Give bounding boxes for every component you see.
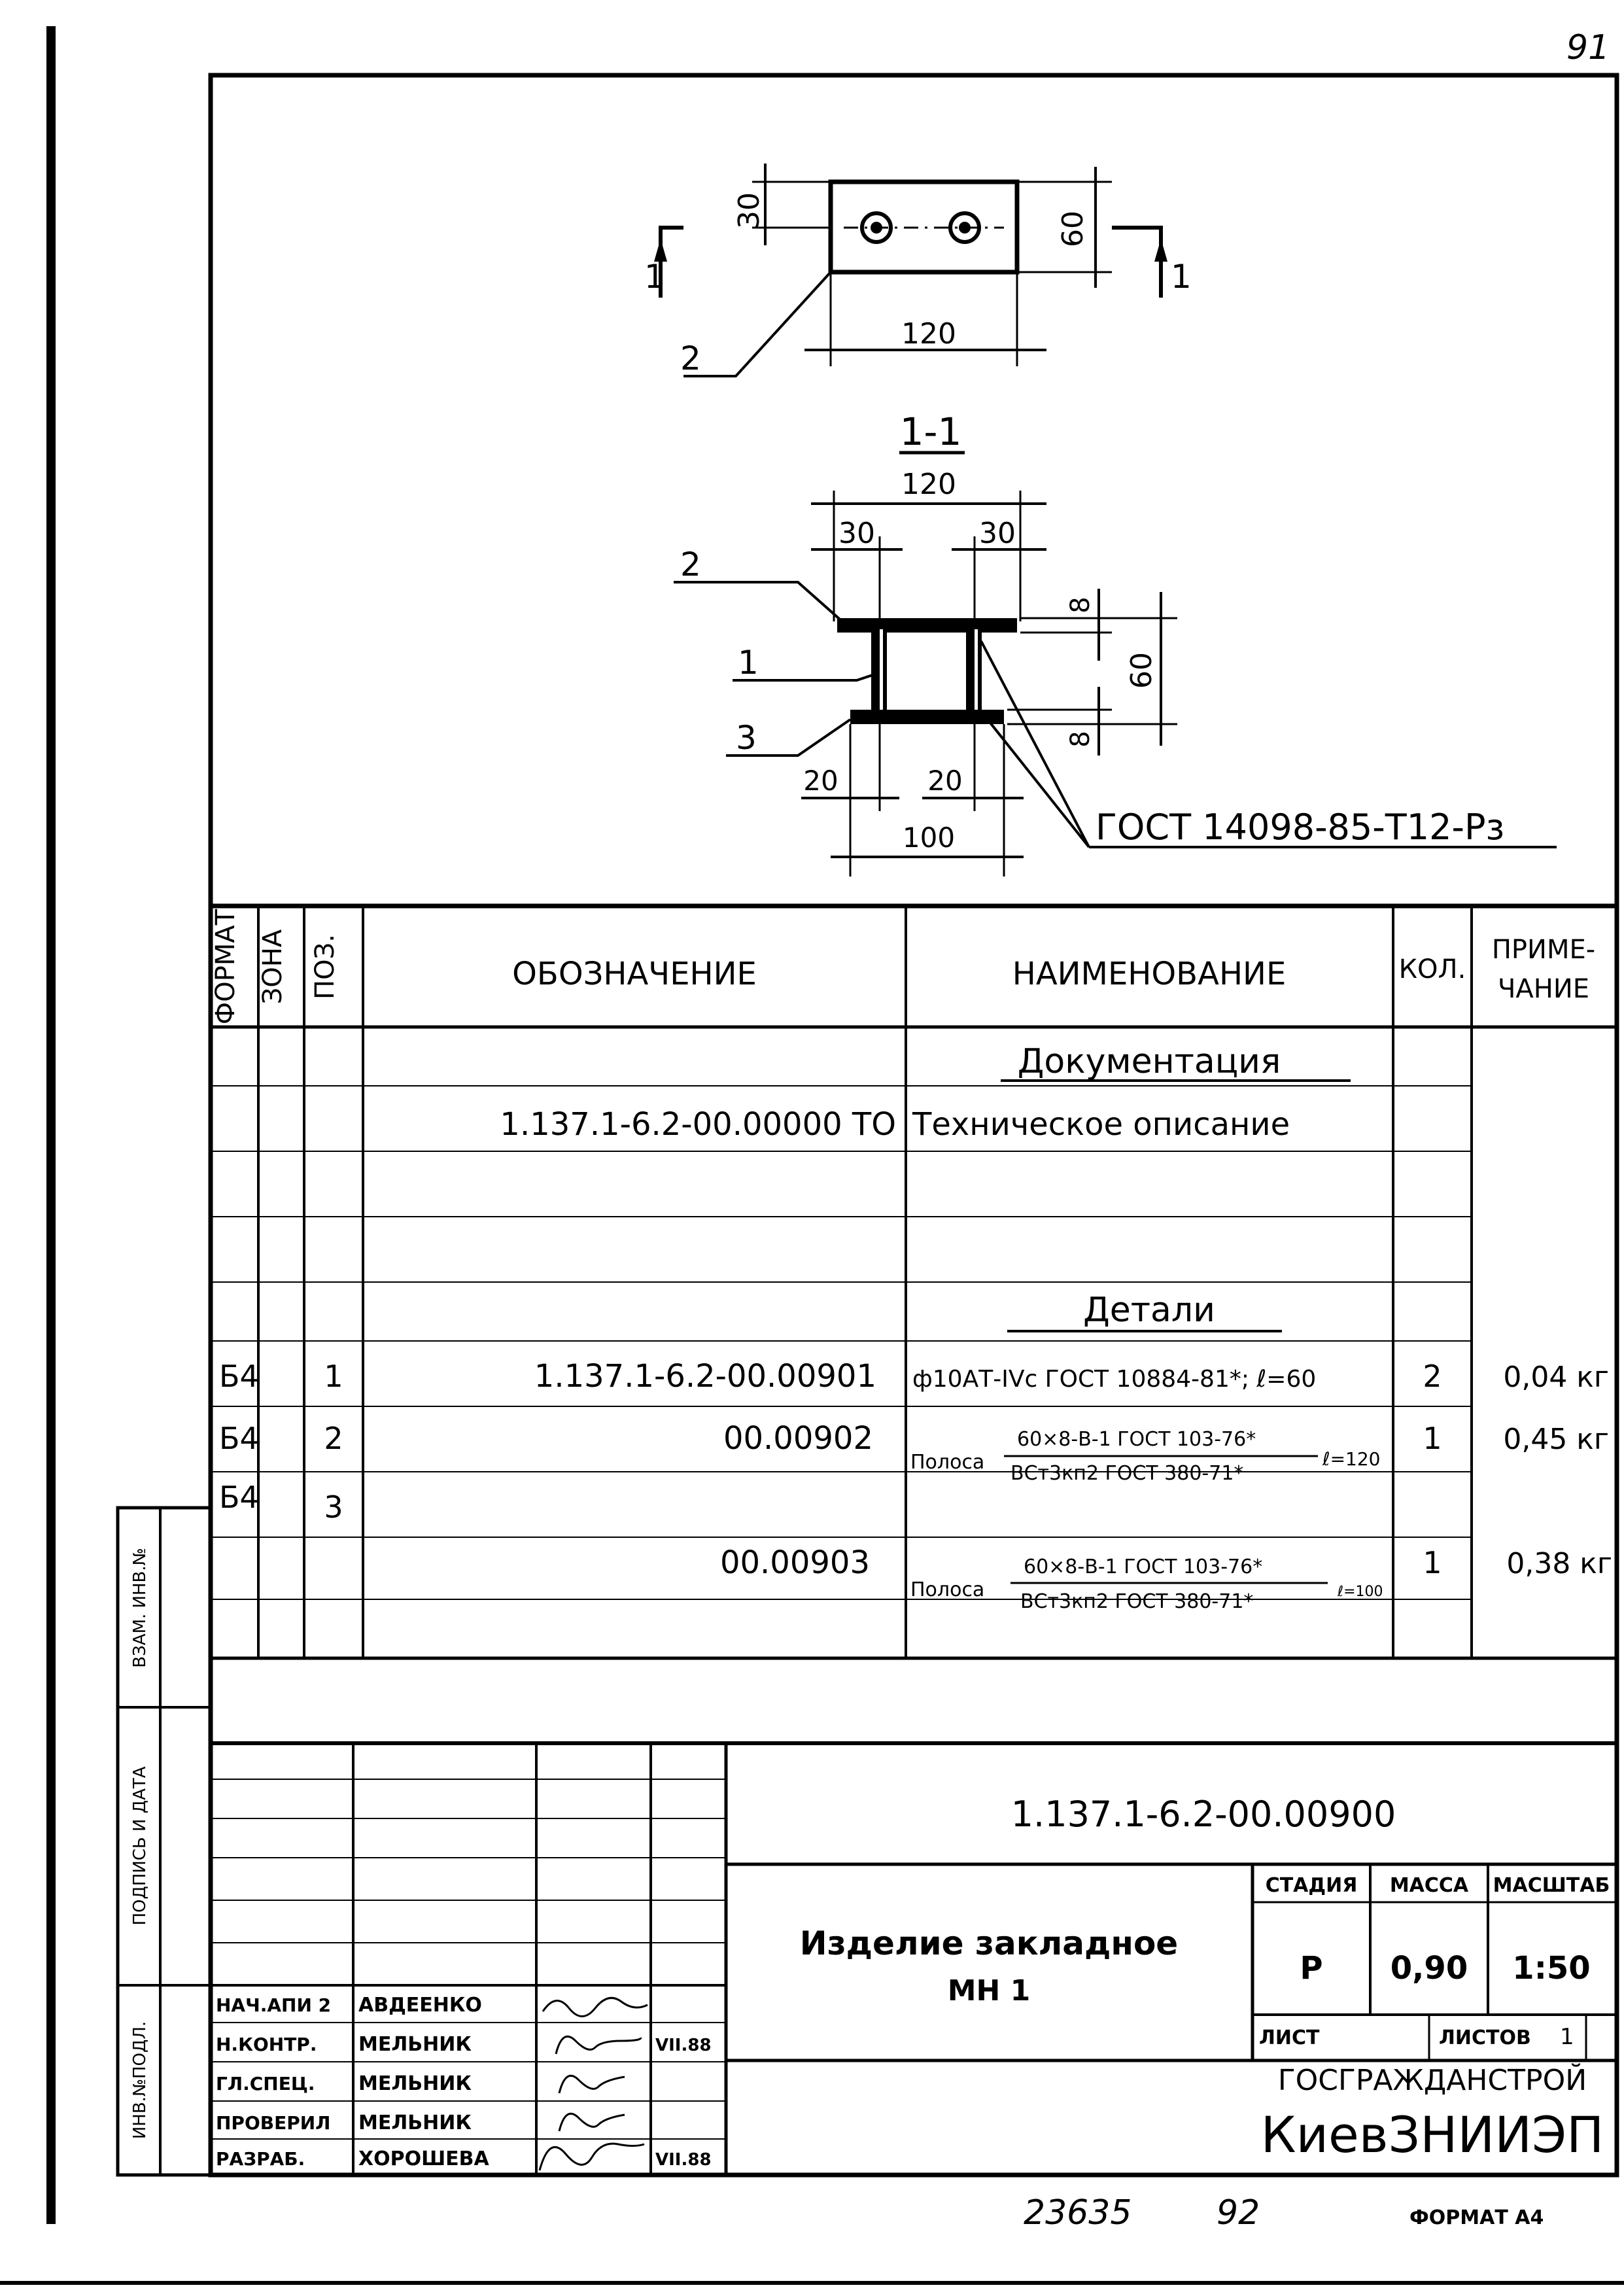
plan-view [644, 164, 1192, 377]
row3-pos: 3 [324, 1489, 343, 1525]
sig-role-1: НАЧ.АПИ 2 [216, 1994, 332, 2016]
section-dim-30-left: 30 [838, 517, 875, 550]
footer-number-2: 92 [1217, 2193, 1260, 2233]
section-arrow-right [1154, 239, 1167, 262]
sig-name-1: АВДЕЕНКО [358, 1994, 482, 2017]
row3-format: Б4 [219, 1480, 259, 1515]
section-dim-100: 100 [902, 822, 956, 854]
stage-value: Р [1300, 1950, 1323, 1987]
org-line1: ГОСГРАЖДАНСТРОЙ [1277, 2064, 1587, 2097]
sig-role-2: Н.КОНТР. [216, 2034, 317, 2055]
sig-name-5: ХОРОШЕВА [358, 2147, 489, 2170]
section-dim-20-left: 20 [803, 765, 838, 797]
header-pos: ПОЗ. [310, 934, 340, 999]
callout-1: 1 [738, 644, 759, 682]
section-title: 1-1 [899, 409, 962, 454]
anchor-rod-left [871, 628, 887, 718]
anchor-hole-right-center [959, 222, 971, 234]
plan-callout-2: 2 [680, 339, 701, 377]
sheet-label: ЛИСТ [1259, 2026, 1320, 2049]
section-dim-8-bottom: 8 [1065, 731, 1096, 748]
specification-table [211, 906, 1617, 1658]
row4-name-bottom: ВСт3кп2 ГОСТ 380-71* [1020, 1590, 1254, 1613]
mass-label: МАССА [1389, 1874, 1469, 1897]
row2-designation: 00.00902 [723, 1420, 873, 1457]
section-dim-30-right: 30 [979, 517, 1016, 550]
signature-4 [559, 2113, 625, 2131]
header-note-line1: ПРИМЕ- [1491, 935, 1596, 965]
callout-2: 2 [680, 546, 701, 583]
sig-name-4: МЕЛЬНИК [358, 2112, 472, 2134]
sig-name-3: МЕЛЬНИК [358, 2072, 472, 2095]
plan-dim-30: 30 [733, 192, 766, 229]
doc-name: Техническое описание [912, 1106, 1290, 1143]
section-dim-120: 120 [901, 468, 956, 501]
stage-label: СТАДИЯ [1265, 1874, 1358, 1897]
section-dim-20-right: 20 [927, 765, 963, 797]
leader-pos-2 [674, 582, 844, 623]
footer-number-1: 23635 [1024, 2193, 1132, 2233]
row2-qty: 1 [1423, 1421, 1442, 1456]
page-number: 91 [1566, 28, 1610, 67]
side-stamp [118, 1508, 211, 2175]
row1-pos: 1 [324, 1359, 343, 1394]
header-qty: КОЛ. [1398, 954, 1466, 984]
section-mark-right-label: 1 [1171, 258, 1192, 296]
weld-note: ГОСТ 14098-85-Т12-Рз [1096, 807, 1505, 848]
row2-name-top: 60×8-В-1 ГОСТ 103-76* [1017, 1428, 1256, 1451]
signature-3 [559, 2076, 625, 2093]
plate-outline [831, 182, 1017, 272]
header-note-line2: ЧАНИЕ [1497, 974, 1590, 1004]
row1-qty: 2 [1423, 1359, 1442, 1394]
section-view [674, 409, 1557, 877]
row2-pos: 2 [324, 1421, 343, 1456]
product-title: Изделие закладное [799, 1924, 1179, 1962]
sig-role-4: ПРОВЕРИЛ [216, 2112, 331, 2134]
callout-3: 3 [736, 719, 757, 757]
signature-5 [540, 2144, 644, 2170]
row1-name: ф10АТ-IVс ГОСТ 10884-81*; ℓ=60 [912, 1366, 1317, 1393]
sig-role-5: РАЗРАБ. [216, 2148, 305, 2170]
org-line2: КиевЗНИИЭП [1260, 2106, 1604, 2164]
anchor-rod-right [966, 628, 982, 718]
header-zone: ЗОНА [258, 929, 288, 1005]
title-block [211, 1743, 1617, 2175]
sig-role-3: ГЛ.СПЕЦ. [216, 2073, 315, 2094]
row4-designation: 00.00903 [719, 1544, 870, 1581]
scale-label: МАСШТАБ [1493, 1874, 1610, 1897]
section-documentation: Документация [1017, 1042, 1281, 1081]
side-stamp-inv: ИНВ.№ПОДЛ. [130, 2021, 150, 2140]
anchor-rod-left-edge [880, 629, 883, 717]
section-mark-left-label: 1 [644, 258, 665, 296]
row1-designation: 1.137.1-6.2-00.00901 [534, 1358, 876, 1395]
anchor-rod-right-edge [975, 629, 978, 717]
row4-qty: 1 [1423, 1545, 1442, 1580]
sig-name-2: МЕЛЬНИК [358, 2033, 472, 2056]
header-format: ФОРМАТ [211, 909, 241, 1025]
mass-value: 0,90 [1390, 1950, 1468, 1987]
doc-designation: 1.137.1-6.2-00.00000 ТО [500, 1106, 896, 1143]
row1-note: 0,04 кг [1503, 1361, 1609, 1394]
row4-note: 0,38 кг [1506, 1547, 1612, 1580]
scale-value: 1:50 [1512, 1950, 1591, 1987]
row2-name-bottom: ВСт3кп2 ГОСТ 380-71* [1011, 1462, 1244, 1485]
header-designation: ОБОЗНАЧЕНИЕ [512, 956, 757, 992]
row4-name-suffix: ℓ=100 [1338, 1584, 1383, 1600]
sig-date-5: VII.88 [655, 2150, 712, 2170]
sig-date-2: VII.88 [655, 2036, 712, 2055]
top-plate [837, 618, 1017, 633]
section-dim-8-top: 8 [1065, 597, 1096, 614]
side-stamp-vzam: ВЗАМ. ИНВ.№ [130, 1548, 150, 1668]
row1-format: Б4 [219, 1359, 259, 1394]
bottom-plate [850, 710, 1004, 724]
section-details: Детали [1083, 1291, 1215, 1330]
row2-note: 0,45 кг [1503, 1423, 1609, 1456]
product-mark: МН 1 [947, 1974, 1031, 2007]
sheets-label: ЛИСТОВ [1439, 2026, 1531, 2049]
plan-dim-120: 120 [901, 317, 956, 351]
row2-name-suffix: ℓ=120 [1322, 1448, 1381, 1470]
row4-name-top: 60×8-В-1 ГОСТ 103-76* [1024, 1555, 1263, 1578]
footer-format: ФОРМАТ А4 [1409, 2206, 1544, 2229]
header-name: НАИМЕНОВАНИЕ [1012, 956, 1287, 992]
plan-leader [683, 272, 831, 376]
sheets-value: 1 [1560, 2024, 1574, 2050]
row2-name-prefix: Полоса [910, 1451, 985, 1474]
plan-dim-60: 60 [1056, 211, 1090, 247]
row4-name-prefix: Полоса [910, 1578, 985, 1601]
section-mark-right [1112, 228, 1161, 298]
signature-2 [556, 2036, 641, 2054]
anchor-hole-left-center [871, 222, 882, 234]
section-dim-60: 60 [1125, 652, 1158, 689]
side-stamp-podpis: ПОДПИСЬ И ДАТА [130, 1766, 150, 1926]
signature-1 [543, 1998, 648, 2016]
doc-number: 1.137.1-6.2-00.00900 [1011, 1794, 1396, 1835]
row2-format: Б4 [219, 1421, 259, 1456]
